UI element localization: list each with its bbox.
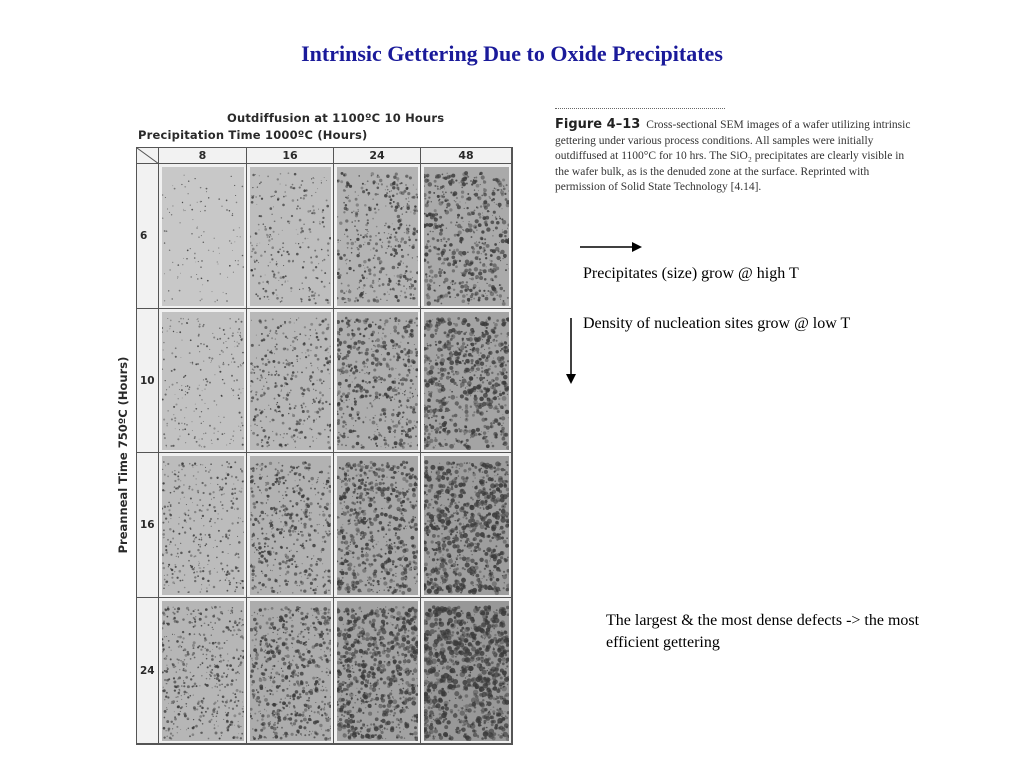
sem-image-cell [247, 164, 334, 309]
sem-image-cell [334, 598, 421, 744]
arrow-down-icon [563, 318, 579, 386]
column-header: 24 [334, 148, 421, 164]
row-header [137, 598, 159, 744]
sem-image-cell [247, 453, 334, 598]
sem-image [337, 312, 418, 450]
sem-image-cell [421, 453, 512, 598]
sem-image [162, 456, 244, 595]
sem-image [250, 167, 331, 306]
grid-corner [137, 148, 159, 164]
sem-image [250, 312, 331, 450]
column-header: 48 [421, 148, 512, 164]
caption-body [555, 117, 920, 196]
figure-heading-outdiffusion: Outdiffusion at 1100ºC 10 Hours [227, 111, 445, 125]
sem-image [337, 167, 418, 306]
caption-label: Figure 4–13 [555, 117, 641, 132]
sem-image-cell [421, 598, 512, 744]
sem-image [337, 456, 418, 595]
row-header [137, 164, 159, 309]
sem-image-cell [247, 309, 334, 453]
sem-grid [136, 147, 513, 745]
y-axis-label: Preanneal Time 750ºC (Hours) [116, 356, 130, 554]
sem-image [424, 167, 509, 306]
sem-image-cell [159, 309, 247, 453]
sem-image-cell [334, 164, 421, 309]
figure-caption [555, 108, 920, 196]
caption-rule [555, 108, 725, 109]
sem-image-cell [334, 309, 421, 453]
figure-heading-precipitation: Precipitation Time 1000ºC (Hours) [138, 128, 368, 142]
sem-image [424, 312, 509, 450]
arrow-right-icon [580, 237, 642, 257]
sem-image [162, 167, 244, 306]
caption-text: Cross-sectional SEM images of a wafer utilizing intrinsic gettering under various process conditions. All samples were initially outdiffused at 1100°C for 10 hrs. The SiO₂ precipitates are clearly visible in the wafer bulk, as is the denuded zone at the surface. Reprinted with permission of Solid State Technology [4.14]. [555, 119, 911, 193]
sem-figure [105, 105, 525, 750]
sem-image [250, 601, 331, 741]
sem-image-cell [159, 598, 247, 744]
sem-image [424, 601, 509, 741]
row-header-label: 24 [140, 664, 155, 677]
sem-image-cell [159, 453, 247, 598]
sem-image [162, 601, 244, 741]
sem-image-cell [421, 309, 512, 453]
note-size-growth: Precipitates (size) grow @ high T [583, 265, 799, 282]
row-header [137, 453, 159, 598]
sem-image-cell [159, 164, 247, 309]
note-conclusion: The largest & the most dense defects -> the most efficient gettering [606, 612, 920, 651]
sem-image-cell [421, 164, 512, 309]
sem-image-cell [247, 598, 334, 744]
row-header-label: 6 [140, 230, 148, 242]
note-density-growth: Density of nucleation sites grow @ low T [583, 315, 851, 332]
sem-image [162, 312, 244, 450]
column-header: 16 [247, 148, 334, 164]
row-header-label: 16 [140, 519, 155, 531]
row-header [137, 309, 159, 453]
column-header: 8 [159, 148, 247, 164]
sem-image-cell [334, 453, 421, 598]
sem-image [337, 601, 418, 741]
slide-title: Intrinsic Gettering Due to Oxide Precipitates [301, 41, 723, 66]
sem-image [250, 456, 331, 595]
row-header-label: 10 [140, 374, 155, 387]
sem-image [424, 456, 509, 595]
corner-diagonal-icon [137, 148, 159, 164]
